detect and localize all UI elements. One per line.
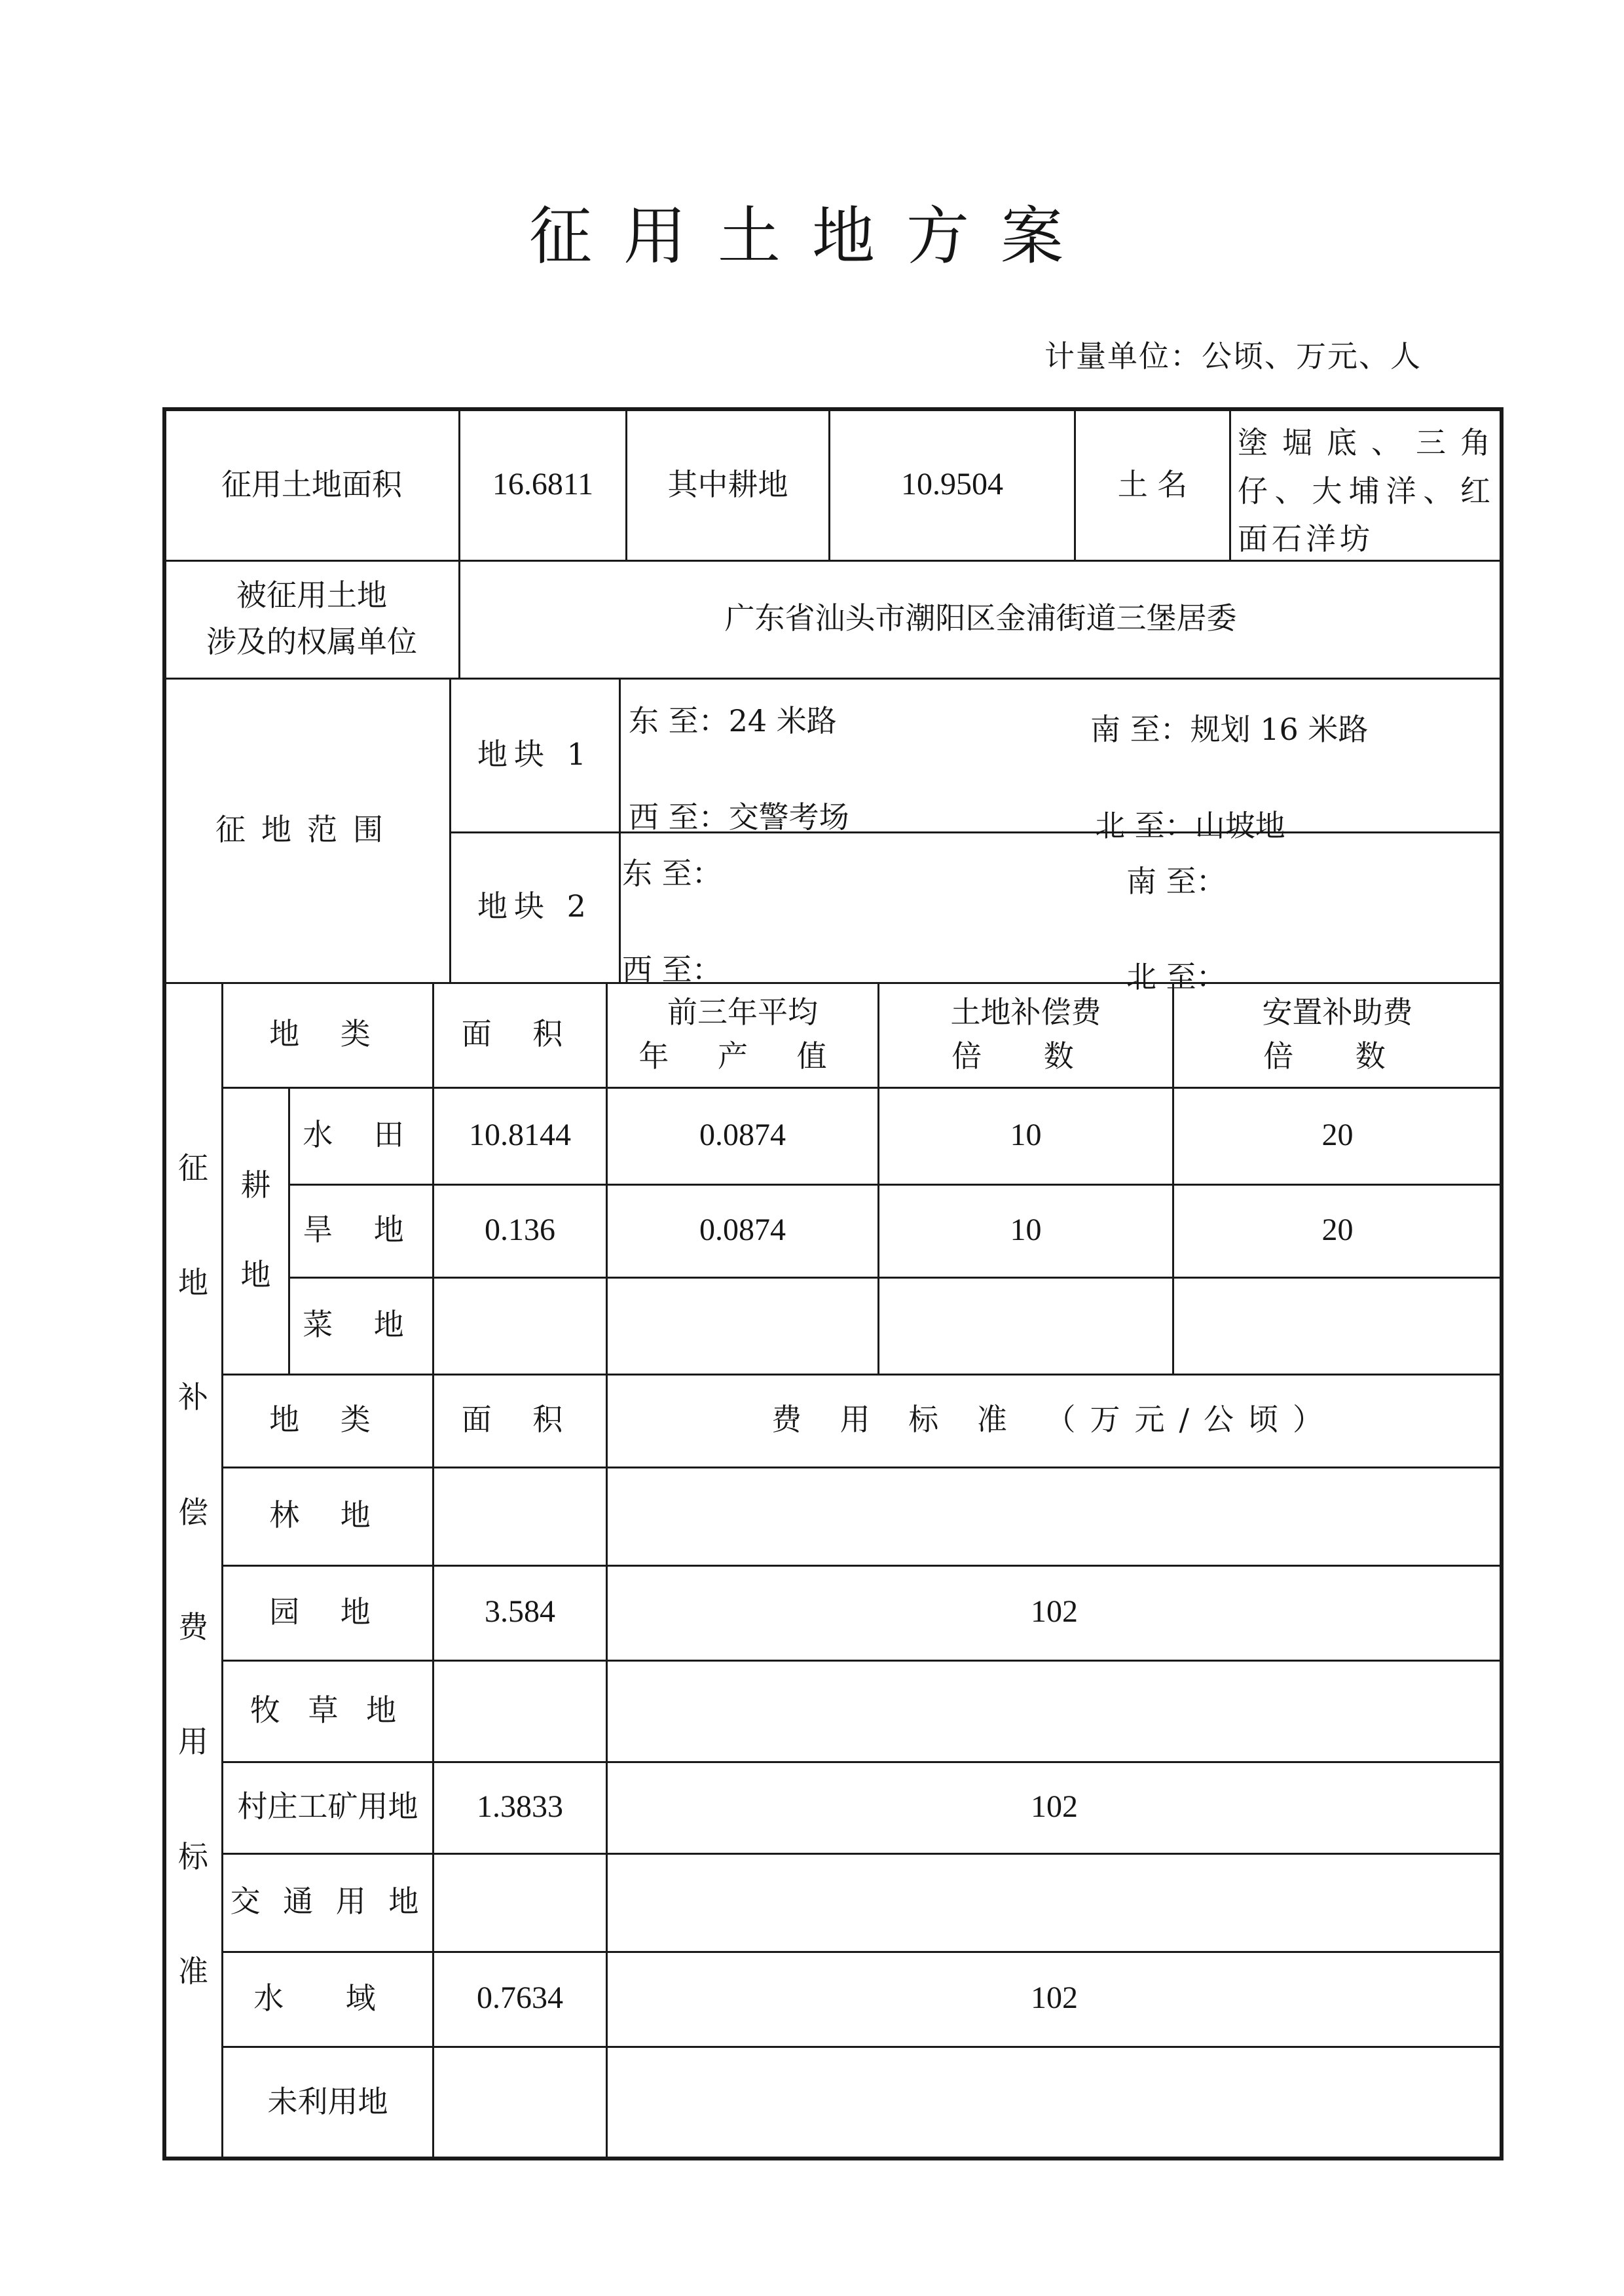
farmland-row-output: 0.0874 (699, 1117, 786, 1152)
other-row-standard: 102 (1031, 1980, 1078, 2016)
ownership-value: 广东省汕头市潮阳区金浦街道三堡居委 (724, 600, 1237, 636)
other-row-area: 1.3833 (477, 1789, 563, 1824)
other-header-standard: 费 用 标 准 （万元/公顷） (771, 1402, 1337, 1438)
compensation-side-label (165, 982, 221, 2158)
farmland-row-resettle-multiple: 20 (1321, 1212, 1354, 1247)
side-char: 补 (178, 1379, 208, 1415)
other-row-type: 牧 草 地 (249, 1692, 406, 1728)
output-line1: 前三年平均 (667, 994, 818, 1030)
output-line2: 年 产 值 (638, 1038, 847, 1074)
other-row-standard: 102 (1031, 1594, 1078, 1630)
side-char: 准 (178, 1953, 208, 1989)
parcel2-east: 东 至： (622, 856, 722, 891)
group-char: 耕 (240, 1167, 271, 1203)
parcel1-south: 南 至：规划 16 米路 (1090, 712, 1369, 747)
other-row-type: 林 地 (269, 1497, 386, 1533)
other-row-area (434, 1853, 606, 1951)
farmland-row-type: 旱 地 (303, 1212, 420, 1248)
side-char: 偿 (178, 1494, 208, 1530)
farmland-row-resettle-multiple (1174, 1277, 1501, 1374)
farmland-row-area: 10.8144 (469, 1117, 571, 1152)
other-row-area (434, 1660, 606, 1761)
side-char: 用 (178, 1724, 208, 1760)
other-row-type: 水 域 (253, 1980, 402, 2016)
divider (619, 678, 621, 982)
farmland-row-area (434, 1277, 606, 1374)
divider (1229, 410, 1231, 560)
other-row-standard (608, 1660, 1501, 1761)
side-char: 标 (178, 1838, 208, 1874)
farmland-row-area: 0.136 (485, 1212, 555, 1247)
other-row-standard (608, 1853, 1501, 1951)
farmland-row-land-multiple (879, 1277, 1172, 1374)
parcel1-east: 东 至：24 米路 (629, 703, 837, 738)
resettle-line1: 安置补助费 (1262, 994, 1413, 1030)
other-row-area: 0.7634 (477, 1980, 563, 2016)
parcel2-label: 地块 2 (477, 888, 593, 924)
ownership-label (165, 560, 458, 678)
parcel2-west: 西 至： (622, 952, 722, 987)
farmland-value: 10.9504 (901, 467, 1003, 502)
parcel2-south: 南 至： (1126, 864, 1227, 899)
farmland-row-output (608, 1277, 877, 1374)
other-row-type: 未利用地 (267, 2083, 388, 2119)
other-row-type: 园 地 (269, 1594, 386, 1630)
farmland-header-output (608, 982, 877, 1087)
unit-note: 计量单位：公顷、万元、人 (1044, 338, 1422, 374)
other-row-type: 村庄工矿用地 (237, 1789, 418, 1825)
other-row-area: 3.584 (485, 1594, 555, 1630)
side-char: 地 (178, 1265, 208, 1301)
farmland-row-land-multiple: 10 (1010, 1212, 1042, 1247)
farmland-row-land-multiple: 10 (1010, 1117, 1042, 1152)
group-char: 地 (240, 1257, 271, 1292)
side-char: 费 (178, 1609, 208, 1645)
farmland-row-output: 0.0874 (699, 1212, 786, 1247)
farmland-header-land-comp (879, 982, 1172, 1087)
farmland-header-resettle (1174, 982, 1501, 1087)
farmland-row-resettle-multiple: 20 (1321, 1117, 1354, 1152)
farmland-row-type: 菜 地 (303, 1307, 420, 1343)
land-comp-line1: 土地补偿费 (950, 994, 1101, 1030)
ownership-label-line2: 涉及的权属单位 (206, 624, 417, 659)
parcel1-west: 西 至：交警考场 (629, 799, 849, 835)
land-comp-line2: 倍 数 (951, 1038, 1100, 1074)
other-row-standard: 102 (1031, 1789, 1078, 1824)
parcel2-north: 北 至： (1126, 959, 1227, 994)
other-row-standard (608, 1467, 1501, 1565)
place-name-value: 塗堀底、三角仔、大埔洋、红面石洋坊 (1238, 425, 1494, 557)
area-label: 征用土地面积 (221, 466, 402, 502)
parcel1-label: 地块 1 (477, 736, 593, 772)
scope-label: 征地范围 (215, 811, 399, 847)
other-row-standard (608, 2046, 1501, 2158)
parcel1-north: 北 至：山坡地 (1095, 808, 1285, 843)
other-header-type: 地 类 (269, 1402, 386, 1438)
other-header-area: 面 积 (461, 1402, 579, 1438)
farmland-label: 其中耕地 (667, 466, 788, 502)
side-char: 征 (178, 1150, 208, 1186)
other-row-area (434, 2046, 606, 2158)
place-name-label: 土 名 (1117, 466, 1188, 502)
area-value: 16.6811 (492, 467, 594, 502)
farmland-group-label (223, 1087, 288, 1374)
other-row-area (434, 1467, 606, 1565)
document-title: 征用土地方案 (529, 200, 1095, 273)
ownership-label-line1: 被征用土地 (236, 577, 387, 613)
farmland-header-type: 地 类 (269, 1016, 386, 1052)
farmland-row-type: 水 田 (303, 1117, 420, 1153)
other-row-type: 交 通 用 地 (230, 1884, 426, 1920)
resettle-line2: 倍 数 (1263, 1038, 1412, 1074)
farmland-header-area: 面 积 (461, 1016, 579, 1052)
